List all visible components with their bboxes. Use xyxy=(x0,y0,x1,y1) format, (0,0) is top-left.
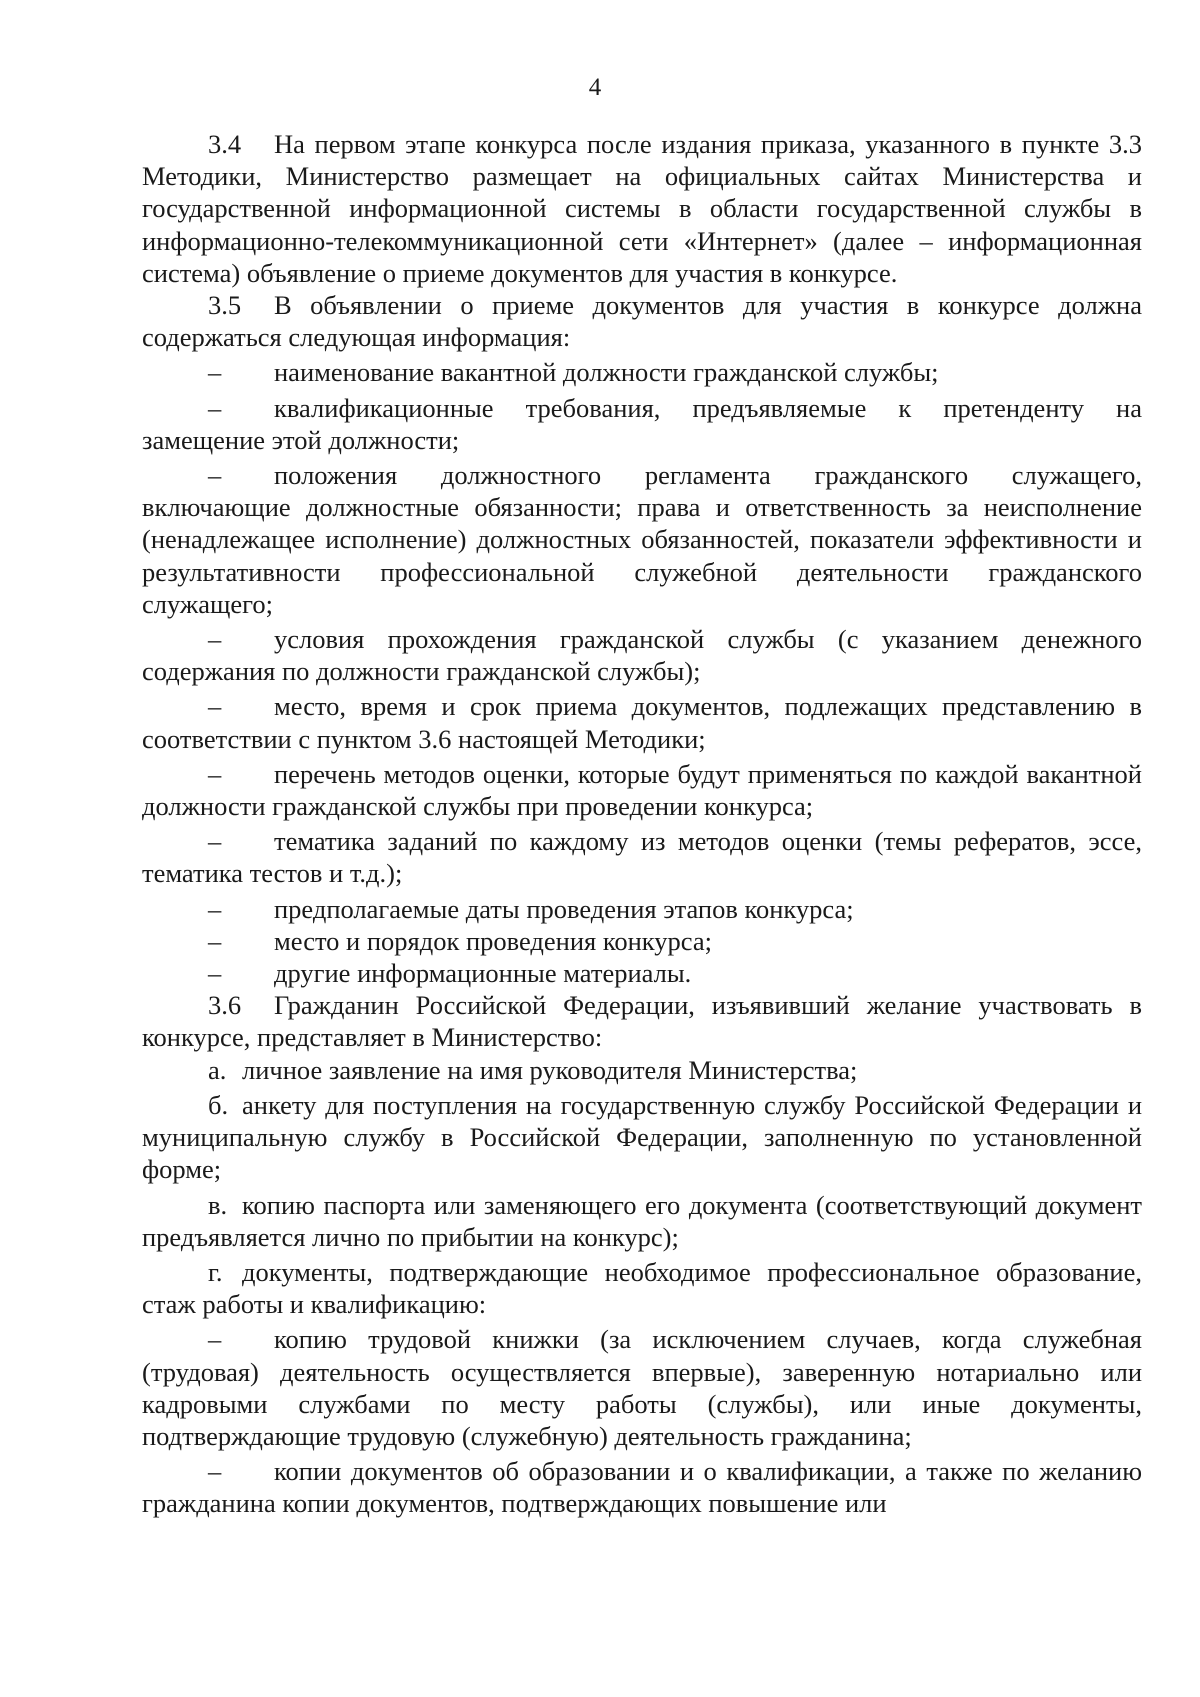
dash-marker: – xyxy=(208,357,222,388)
list-item-text: условия прохождения гражданской службы (с указанием денежного содержания по должности гражданской службы); xyxy=(142,624,1142,687)
list-item-text: место, время и срок приема документов, подлежащих представлению в соответствии с пунктом 3.6 настоящей Методики; xyxy=(142,691,1142,754)
list-item-text: место и порядок проведения конкурса; xyxy=(274,925,713,956)
dash-marker: – xyxy=(208,1324,222,1355)
dash-marker: – xyxy=(208,691,222,722)
item-letter: б. xyxy=(208,1089,229,1120)
paragraph-text: В объявлении о приеме документов для участия в конкурсе должна содержаться следующая информация: xyxy=(142,290,1142,353)
lettered-item xyxy=(142,1256,1142,1320)
page-number: 4 xyxy=(588,74,602,101)
lettered-item-text: копию паспорта или заменяющего его документа (соответствующий документ предъявляется лично по прибытии на конкурс); xyxy=(142,1189,1142,1252)
list-item-text: квалификационные требования, предъявляемые к претенденту на замещение этой должности; xyxy=(142,392,1142,455)
list-item-text: наименование вакантной должности гражданской службы; xyxy=(274,357,939,388)
list-item xyxy=(142,893,1142,925)
list-item xyxy=(142,957,1142,989)
dash-marker: – xyxy=(208,624,222,655)
item-letter: г. xyxy=(208,1256,223,1287)
dash-marker: – xyxy=(208,826,222,857)
paragraph-3-6 xyxy=(142,989,1142,1053)
dash-marker: – xyxy=(208,958,222,989)
list-item-text: предполагаемые даты проведения этапов конкурса; xyxy=(274,893,854,924)
list-item xyxy=(142,825,1142,889)
dash-marker: – xyxy=(208,392,222,423)
lettered-item xyxy=(142,1189,1142,1253)
list-item-text: копию трудовой книжки (за исключением случаев, когда служебная (трудовая) деятельность осуществляется впервые), заверенную нотариально или кадровыми службами по месту работы (службы), или иные документы, подтверждающие трудовую (служебную) деятельность гражданина; xyxy=(142,1324,1142,1451)
lettered-item-text: личное заявление на имя руководителя Министерства; xyxy=(242,1054,858,1085)
lettered-item xyxy=(142,1054,1142,1086)
paragraph-number: 3.6 xyxy=(208,990,242,1021)
item-letter: а. xyxy=(208,1054,227,1085)
list-item xyxy=(142,623,1142,687)
list-item xyxy=(142,356,1142,388)
document-body xyxy=(142,128,1142,1520)
list-item xyxy=(142,758,1142,822)
item-letter: в. xyxy=(208,1189,228,1220)
list-item xyxy=(142,1455,1142,1519)
lettered-item-text: анкету для поступления на государственную службу Российской Федерации и муниципальную службу в Российской Федерации, заполненную по установленной форме; xyxy=(142,1089,1142,1185)
dash-marker: – xyxy=(208,758,222,789)
dash-marker: – xyxy=(208,460,222,491)
list-item-text: тематика заданий по каждому из методов оценки (темы рефератов, эссе, тематика тестов и т.д.); xyxy=(142,826,1142,889)
paragraph-3-5 xyxy=(142,289,1142,353)
list-item xyxy=(142,925,1142,957)
dash-marker: – xyxy=(208,925,222,956)
paragraph-number: 3.4 xyxy=(208,129,242,159)
paragraph-3-4 xyxy=(142,128,1142,289)
lettered-item-text: документы, подтверждающие необходимое профессиональное образование, стаж работы и квалификацию: xyxy=(142,1256,1142,1320)
paragraph-text: Гражданин Российской Федерации, изъявивший желание участвовать в конкурсе, представляет в Министерство: xyxy=(142,990,1142,1053)
list-item xyxy=(142,690,1142,754)
list-item xyxy=(142,1323,1142,1452)
paragraph-number: 3.5 xyxy=(208,290,242,321)
dash-marker: – xyxy=(208,893,222,924)
list-item-text: другие информационные материалы. xyxy=(274,958,692,989)
list-item xyxy=(142,392,1142,456)
dash-marker: – xyxy=(208,1456,222,1487)
list-item xyxy=(142,459,1142,620)
list-item-text: положения должностного регламента гражданского служащего, включающие должностные обязанности; права и ответственность за неисполнение (ненадлежащее исполнение) должностных обязанностей, показатели эффективности и результативности профессиональной служебной деятельности гражданского служащего; xyxy=(142,460,1142,619)
lettered-item xyxy=(142,1089,1142,1186)
paragraph-text: На первом этапе конкурса после издания приказа, указанного в пункте 3.3 Методики, Министерство размещает на официальных сайтах Министерства и государственной информационной системы в области государственной службы в информационно-телекоммуникационной сети «Интернет» (далее – информационная система) объявление о приеме документов для участия в конкурсе. xyxy=(142,129,1142,288)
list-item-text: копии документов об образовании и о квалификации, а также по желанию гражданина копии документов, подтверждающих повышение или xyxy=(142,1456,1142,1519)
list-item-text: перечень методов оценки, которые будут применяться по каждой вакантной должности гражданской службы при проведении конкурса; xyxy=(142,758,1142,822)
